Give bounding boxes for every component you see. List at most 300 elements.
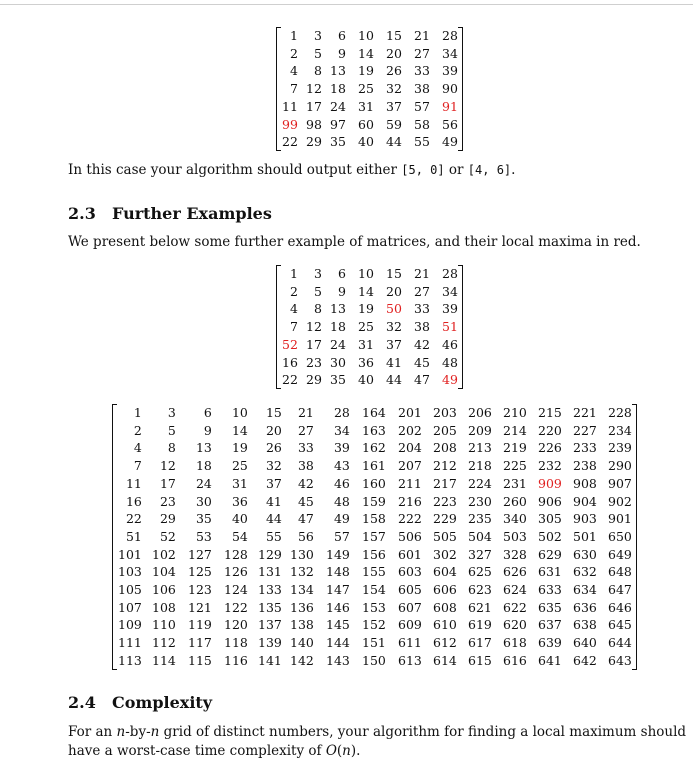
matrix-cell: 37: [386, 336, 402, 352]
matrix-cell: 215: [538, 405, 562, 420]
matrix-cell: 626: [503, 564, 527, 580]
matrix-cell: 635: [538, 599, 562, 615]
matrix-cell: 137: [258, 617, 282, 633]
matrix-cell: 604: [433, 564, 457, 580]
matrix-cell: 33: [414, 301, 430, 317]
matrix-cell: 10: [358, 266, 374, 281]
matrix-cell: 206: [468, 405, 492, 420]
matrix-cell: 501: [573, 528, 597, 544]
matrix-cell: 8: [167, 440, 176, 456]
matrix-cell: 48: [442, 354, 458, 370]
matrix-cell: 650: [608, 528, 632, 544]
answer-code-1: [5, 0]: [401, 163, 445, 177]
matrix-cell: 211: [398, 475, 422, 491]
matrix-cell: 612: [433, 635, 457, 651]
matrix-cell: 25: [358, 81, 374, 97]
matrix-cell: 45: [414, 354, 430, 370]
matrix-cell: 205: [433, 422, 457, 438]
matrix-cell: 21: [414, 266, 430, 281]
sentence-text: .: [511, 162, 516, 178]
matrix-cell: 639: [538, 635, 562, 651]
matrix-cell: 218: [468, 458, 492, 474]
matrix-cell: 44: [386, 134, 402, 150]
matrix-cell: 3: [313, 28, 322, 43]
matrix-row: [118, 422, 632, 440]
matrix-cell: 631: [538, 564, 562, 580]
matrix-cell: 34: [442, 45, 458, 61]
left-bracket: [276, 27, 281, 151]
matrix-cell: 640: [573, 635, 597, 651]
matrix-cell: 18: [195, 458, 212, 474]
right-bracket: [458, 27, 463, 151]
matrix-cell: 230: [468, 493, 492, 509]
matrix-cell: 231: [503, 475, 527, 491]
matrix-cell: 142: [290, 652, 314, 668]
matrix-cell: 1: [289, 266, 298, 281]
matrix-cell: 15: [265, 405, 282, 420]
matrix-cell: 605: [398, 582, 422, 598]
math-n: n: [116, 724, 126, 740]
math-n: n: [342, 743, 351, 759]
matrix-cell: 15: [386, 28, 402, 43]
matrix-cell: 641: [538, 652, 562, 668]
matrix-cell: 110: [152, 617, 176, 633]
matrix-cell: 7: [289, 319, 298, 335]
matrix-cell: 44: [265, 511, 282, 527]
matrix-cell: 158: [362, 511, 386, 527]
matrix-cell: 56: [442, 116, 458, 132]
matrix-row: [282, 80, 458, 98]
matrix-cell: 54: [231, 528, 248, 544]
matrix-cell: 16: [282, 354, 298, 370]
matrix-cell: 90: [442, 81, 458, 97]
matrix-row: [118, 439, 632, 457]
matrix-cell: 52: [159, 528, 176, 544]
matrix-cell: 622: [503, 599, 527, 615]
matrix-cell: 139: [258, 635, 282, 651]
matrix-cell: 646: [608, 599, 632, 615]
matrix-cell: 227: [573, 422, 597, 438]
matrix-cell: 113: [118, 652, 142, 668]
matrix-row: [282, 371, 458, 389]
matrix-cell: 903: [573, 511, 597, 527]
text: have a worst-case time complexity of: [68, 743, 326, 759]
matrix-cell: 620: [503, 617, 527, 633]
matrix-cell: 56: [297, 528, 314, 544]
matrix-row: [118, 475, 632, 493]
matrix-table: [282, 27, 458, 151]
matrix-cell: 225: [503, 458, 527, 474]
matrix-cell: 133: [258, 582, 282, 598]
section-heading-2-4: [68, 693, 212, 712]
matrix-cell: 151: [362, 635, 386, 651]
matrix-cell: 35: [330, 372, 346, 388]
text: For an: [68, 724, 117, 740]
matrix-cell: 201: [398, 405, 422, 420]
matrix-cell: 39: [333, 440, 350, 456]
matrix-cell: 14: [231, 422, 248, 438]
matrix-cell: 5: [313, 283, 322, 299]
matrix-cell: 608: [433, 599, 457, 615]
matrix-cell: 210: [503, 405, 527, 420]
left-bracket: [112, 404, 117, 670]
matrix-cell: 9: [203, 422, 212, 438]
matrix-cell: 103: [118, 564, 142, 580]
matrix-cell: 1: [289, 28, 298, 43]
matrix-cell: 35: [330, 134, 346, 150]
matrix-cell: 633: [538, 582, 562, 598]
matrix-cell: 38: [414, 319, 430, 335]
matrix-cell: 148: [326, 564, 350, 580]
matrix-cell: 127: [188, 546, 212, 562]
matrix-cell: 302: [433, 546, 457, 562]
matrix-cell: 20: [265, 422, 282, 438]
matrix-cell: 147: [326, 582, 350, 598]
matrix-cell: 614: [433, 652, 457, 668]
matrix-cell: 35: [195, 511, 212, 527]
matrix-cell: 159: [362, 493, 386, 509]
matrix-cell: 138: [290, 617, 314, 633]
matrix-cell: 5: [167, 422, 176, 438]
matrix-cell: 152: [362, 617, 386, 633]
matrix-cell: 34: [333, 422, 350, 438]
matrix-row: [118, 493, 632, 511]
local-maximum-cell: 50: [386, 301, 402, 317]
matrix-row: [282, 133, 458, 151]
matrix-cell: 146: [326, 599, 350, 615]
matrix-cell: 10: [358, 28, 374, 43]
section-title: Further Examples: [112, 204, 272, 223]
matrix-cell: 223: [433, 493, 457, 509]
matrix-cell: 123: [188, 582, 212, 598]
matrix-cell: 235: [468, 511, 492, 527]
matrix-cell: 6: [337, 266, 346, 281]
text: grid of distinct numbers, your algorithm for finding a local maximum should: [159, 724, 687, 740]
matrix-cell: 107: [118, 599, 142, 615]
matrix-cell: 613: [398, 652, 422, 668]
matrix-cell: 623: [468, 582, 492, 598]
matrix-cell: 618: [503, 635, 527, 651]
matrix-cell: 135: [258, 599, 282, 615]
matrix-cell: 31: [358, 336, 374, 352]
matrix-cell: 163: [362, 422, 386, 438]
matrix-cell: 37: [386, 98, 402, 114]
matrix-cell: 117: [188, 635, 212, 651]
matrix-cell: 104: [152, 564, 176, 580]
matrix-cell: 11: [125, 475, 142, 491]
matrix-cell: 6: [337, 28, 346, 43]
matrix-cell: 2: [289, 283, 298, 299]
text: ).: [350, 743, 361, 759]
matrix-cell: 24: [195, 475, 212, 491]
matrix-cell: 115: [188, 652, 212, 668]
matrix-cell: 216: [398, 493, 422, 509]
matrix-cell: 51: [125, 528, 142, 544]
output-sentence: [68, 161, 515, 180]
matrix-cell: 150: [362, 652, 386, 668]
section-title: Complexity: [112, 693, 213, 712]
matrix-cell: 217: [433, 475, 457, 491]
matrix-cell: 161: [362, 458, 386, 474]
matrix-cell: 615: [468, 652, 492, 668]
matrix-cell: 505: [433, 528, 457, 544]
matrix-cell: 2: [133, 422, 142, 438]
matrix-cell: 23: [306, 354, 322, 370]
matrix-cell: 624: [503, 582, 527, 598]
section-number: 2.4: [68, 693, 96, 712]
matrix-cell: 9: [337, 45, 346, 61]
matrix-cell: 140: [290, 635, 314, 651]
matrix-cell: 14: [358, 45, 374, 61]
matrix-cell: 619: [468, 617, 492, 633]
local-maximum-cell: 49: [442, 372, 458, 388]
example-matrix-3: [112, 404, 637, 670]
matrix-cell: 37: [265, 475, 282, 491]
matrix-cell: 131: [258, 564, 282, 580]
matrix-cell: 20: [386, 283, 402, 299]
answer-code-2: [4, 6]: [467, 163, 512, 177]
right-bracket: [632, 404, 637, 670]
matrix-cell: 41: [386, 354, 402, 370]
matrix-cell: 28: [442, 28, 458, 43]
matrix-row: [282, 27, 458, 45]
matrix-cell: 145: [326, 617, 350, 633]
matrix-cell: 13: [330, 63, 346, 79]
local-maximum-cell: 51: [442, 319, 458, 335]
matrix-cell: 638: [573, 617, 597, 633]
matrix-cell: 41: [265, 493, 282, 509]
matrix-cell: 2: [289, 45, 298, 61]
section-heading-2-3: [68, 204, 272, 223]
matrix-cell: 32: [386, 319, 402, 335]
matrix-cell: 46: [442, 336, 458, 352]
section-number: 2.3: [68, 204, 96, 223]
matrix-cell: 29: [306, 372, 322, 388]
matrix-cell: 221: [573, 405, 597, 420]
matrix-table: [282, 265, 458, 389]
matrix-cell: 629: [538, 546, 562, 562]
matrix-cell: 25: [358, 319, 374, 335]
matrix-row: [118, 404, 632, 422]
matrix-cell: 504: [468, 528, 492, 544]
matrix-cell: 20: [386, 45, 402, 61]
matrix-row: [118, 563, 632, 581]
matrix-cell: 40: [358, 372, 374, 388]
matrix-cell: 36: [231, 493, 248, 509]
matrix-cell: 22: [125, 511, 142, 527]
matrix-cell: 21: [297, 405, 314, 420]
matrix-cell: 18: [330, 319, 346, 335]
matrix-cell: 19: [358, 63, 374, 79]
matrix-cell: 105: [118, 582, 142, 598]
matrix-cell: 34: [442, 283, 458, 299]
math-n: n: [150, 724, 160, 740]
matrix-cell: 33: [414, 63, 430, 79]
matrix-cell: 621: [468, 599, 492, 615]
matrix-cell: 3: [167, 405, 176, 420]
matrix-cell: 28: [333, 405, 350, 420]
matrix-cell: 102: [152, 546, 176, 562]
matrix-cell: 7: [133, 458, 142, 474]
matrix-cell: 611: [398, 635, 422, 651]
matrix-table: [118, 404, 632, 670]
matrix-cell: 202: [398, 422, 422, 438]
matrix-cell: 238: [573, 458, 597, 474]
matrix-cell: 101: [118, 546, 142, 562]
matrix-cell: 14: [358, 283, 374, 299]
matrix-cell: 29: [306, 134, 322, 150]
matrix-cell: 119: [188, 617, 212, 633]
matrix-cell: 40: [358, 134, 374, 150]
matrix-cell: 26: [265, 440, 282, 456]
matrix-row: [282, 300, 458, 318]
matrix-cell: 57: [333, 528, 350, 544]
matrix-cell: 155: [362, 564, 386, 580]
matrix-cell: 125: [188, 564, 212, 580]
matrix-cell: 121: [188, 599, 212, 615]
matrix-cell: 19: [231, 440, 248, 456]
local-maximum-cell: 909: [538, 475, 562, 491]
matrix-cell: 906: [538, 493, 562, 509]
matrix-cell: 645: [608, 617, 632, 633]
matrix-cell: 40: [231, 511, 248, 527]
matrix-cell: 22: [282, 134, 298, 150]
matrix-cell: 228: [608, 405, 632, 420]
matrix-cell: 234: [608, 422, 632, 438]
matrix-cell: 220: [538, 422, 562, 438]
example-matrix-2: [276, 265, 463, 389]
matrix-cell: 214: [503, 422, 527, 438]
matrix-cell: 47: [414, 372, 430, 388]
matrix-cell: 642: [573, 652, 597, 668]
matrix-cell: 24: [330, 336, 346, 352]
matrix-cell: 16: [125, 493, 142, 509]
left-bracket: [276, 265, 281, 389]
matrix-cell: 19: [358, 301, 374, 317]
matrix-cell: 60: [358, 116, 374, 132]
matrix-cell: 6: [203, 405, 212, 420]
matrix-cell: 49: [333, 511, 350, 527]
matrix-cell: 42: [414, 336, 430, 352]
matrix-cell: 224: [468, 475, 492, 491]
math-big-o: O: [325, 743, 337, 759]
matrix-row: [118, 546, 632, 564]
matrix-row: [282, 116, 458, 134]
matrix-cell: 902: [608, 493, 632, 509]
matrix-cell: 27: [414, 283, 430, 299]
matrix-cell: 24: [330, 98, 346, 114]
matrix-cell: 109: [118, 617, 142, 633]
matrix-cell: 649: [608, 546, 632, 562]
matrix-row: [282, 318, 458, 336]
matrix-row: [282, 265, 458, 283]
matrix-cell: 643: [608, 652, 632, 668]
matrix-cell: 208: [433, 440, 457, 456]
matrix-cell: 59: [386, 116, 402, 132]
matrix-cell: 907: [608, 475, 632, 491]
matrix-cell: 120: [224, 617, 248, 633]
matrix-cell: 7: [289, 81, 298, 97]
matrix-cell: 8: [313, 63, 322, 79]
matrix-cell: 213: [468, 440, 492, 456]
matrix-row: [282, 283, 458, 301]
sentence-text: In this case your algorithm should output either: [68, 162, 402, 178]
matrix-cell: 8: [313, 301, 322, 317]
matrix-cell: 48: [333, 493, 350, 509]
matrix-cell: 27: [414, 45, 430, 61]
matrix-cell: 39: [442, 63, 458, 79]
matrix-cell: 15: [386, 266, 402, 281]
matrix-cell: 18: [330, 81, 346, 97]
complexity-line-2: [68, 742, 686, 761]
matrix-cell: 22: [282, 372, 298, 388]
matrix-cell: 32: [265, 458, 282, 474]
matrix-cell: 114: [152, 652, 176, 668]
matrix-cell: 609: [398, 617, 422, 633]
matrix-cell: 126: [224, 564, 248, 580]
matrix-cell: 204: [398, 440, 422, 456]
matrix-cell: 98: [306, 116, 322, 132]
matrix-cell: 647: [608, 582, 632, 598]
matrix-cell: 162: [362, 440, 386, 456]
matrix-cell: 636: [573, 599, 597, 615]
matrix-cell: 5: [313, 45, 322, 61]
matrix-cell: 38: [297, 458, 314, 474]
matrix-cell: 607: [398, 599, 422, 615]
matrix-cell: 17: [306, 98, 322, 114]
matrix-cell: 112: [152, 635, 176, 651]
complexity-paragraph: [68, 723, 686, 761]
matrix-cell: 43: [333, 458, 350, 474]
matrix-row: [118, 510, 632, 528]
matrix-cell: 45: [297, 493, 314, 509]
matrix-cell: 212: [433, 458, 457, 474]
matrix-row: [282, 62, 458, 80]
matrix-cell: 603: [398, 564, 422, 580]
matrix-cell: 106: [152, 582, 176, 598]
matrix-cell: 1: [133, 405, 142, 420]
matrix-cell: 290: [608, 458, 632, 474]
matrix-cell: 616: [503, 652, 527, 668]
text: -by-: [125, 724, 151, 740]
matrix-cell: 118: [224, 635, 248, 651]
matrix-row: [282, 98, 458, 116]
matrix-cell: 23: [159, 493, 176, 509]
matrix-cell: 136: [290, 599, 314, 615]
matrix-row: [118, 599, 632, 617]
matrix-cell: 160: [362, 475, 386, 491]
matrix-cell: 143: [326, 652, 350, 668]
matrix-cell: 39: [442, 301, 458, 317]
matrix-cell: 9: [337, 283, 346, 299]
matrix-cell: 116: [224, 652, 248, 668]
matrix-cell: 648: [608, 564, 632, 580]
matrix-cell: 203: [433, 405, 457, 420]
matrix-cell: 502: [538, 528, 562, 544]
matrix-cell: 207: [398, 458, 422, 474]
matrix-cell: 153: [362, 599, 386, 615]
matrix-row: [118, 652, 632, 670]
matrix-cell: 904: [573, 493, 597, 509]
matrix-cell: 30: [195, 493, 212, 509]
matrix-cell: 154: [362, 582, 386, 598]
matrix-cell: 12: [306, 81, 322, 97]
matrix-cell: 644: [608, 635, 632, 651]
matrix-cell: 601: [398, 546, 422, 562]
matrix-cell: 232: [538, 458, 562, 474]
matrix-row: [118, 634, 632, 652]
matrix-cell: 327: [468, 546, 492, 562]
